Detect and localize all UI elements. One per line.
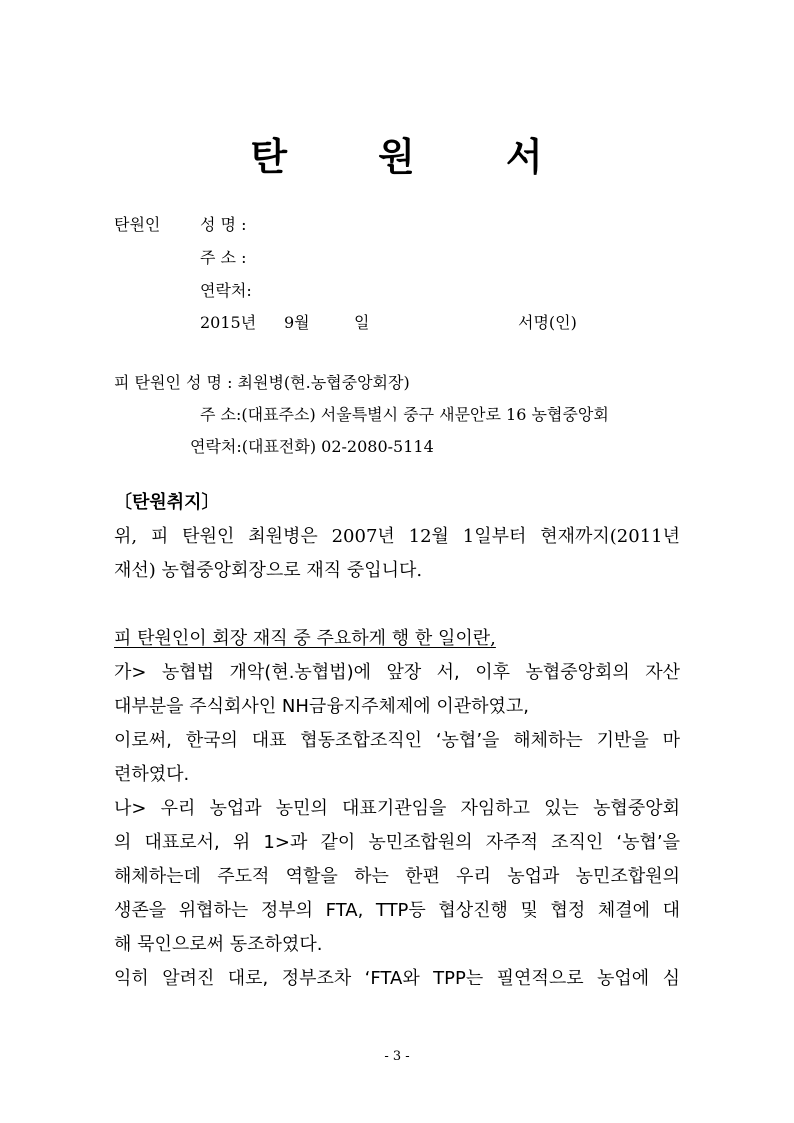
- petitioner-name-label: 성 명 :: [200, 215, 247, 234]
- purpose-line-2: 재선) 농협중앙회장으로 재직 중입니다.: [114, 560, 423, 581]
- petitioner-address-label: 주 소 :: [200, 248, 247, 267]
- body-line-10: 익히 알려진 대로, 정부조차 ‘FTA와 TPP는 필연적으로 농업에 심: [114, 968, 680, 989]
- section-title: 〔탄원취지〕: [114, 492, 220, 513]
- respondent-address-line: 주 소:(대표주소) 서울특별시 중구 새문안로 16 농협중앙회: [200, 405, 609, 424]
- title-char-3: 서: [505, 134, 544, 179]
- respondent-name-line: 피 탄원인 성 명 : 최원병(현.농협중앙회장): [114, 373, 410, 392]
- body-line-8: 생존을 위협하는 정부의 FTA, TTP등 협상진행 및 협정 체결에 대: [114, 900, 680, 921]
- date-year: 2015년: [200, 313, 257, 332]
- document-title: [0, 126, 794, 181]
- date-day: 일: [354, 313, 370, 332]
- body-line-9: 해 묵인으로써 동조하였다.: [114, 934, 323, 955]
- body-line-1: 가> 농협법 개악(현.농협법)에 앞장 서, 이후 농협중앙회의 자산: [114, 662, 680, 683]
- body-line-3: 이로써, 한국의 대표 협동조합조직인 ‘농협’을 해체하는 기반을 마: [114, 730, 680, 751]
- title-char-1: 탄: [250, 134, 289, 179]
- date-month: 9월: [284, 313, 310, 332]
- page-number: - 3 -: [384, 1049, 410, 1064]
- petitioner-label: 탄원인: [114, 215, 161, 234]
- body-line-2: 대부분을 주식회사인 NH금융지주체제에 이관하였고,: [114, 696, 530, 717]
- achievements-heading: 피 탄원인이 회장 재직 중 주요하게 행 한 일이란,: [114, 628, 496, 649]
- purpose-line-1: 위, 피 탄원인 최원병은 2007년 12월 1일부터 현재까지(2011년: [114, 526, 680, 547]
- signature-label: 서명(인): [518, 313, 577, 332]
- body-line-6: 의 대표로서, 위 1>과 같이 농민조합원의 자주적 조직인 ‘농협’을: [114, 832, 680, 853]
- body-line-4: 련하였다.: [114, 764, 190, 785]
- body-line-5: 나> 우리 농업과 농민의 대표기관임을 자임하고 있는 농협중앙회: [114, 798, 680, 819]
- title-char-2: 원: [378, 134, 416, 179]
- respondent-contact-line: 연락처:(대표전화) 02-2080-5114: [190, 437, 434, 456]
- body-line-7: 해체하는데 주도적 역할을 하는 한편 우리 농업과 농민조합원의: [114, 866, 680, 887]
- petitioner-contact-label: 연락처:: [200, 281, 252, 300]
